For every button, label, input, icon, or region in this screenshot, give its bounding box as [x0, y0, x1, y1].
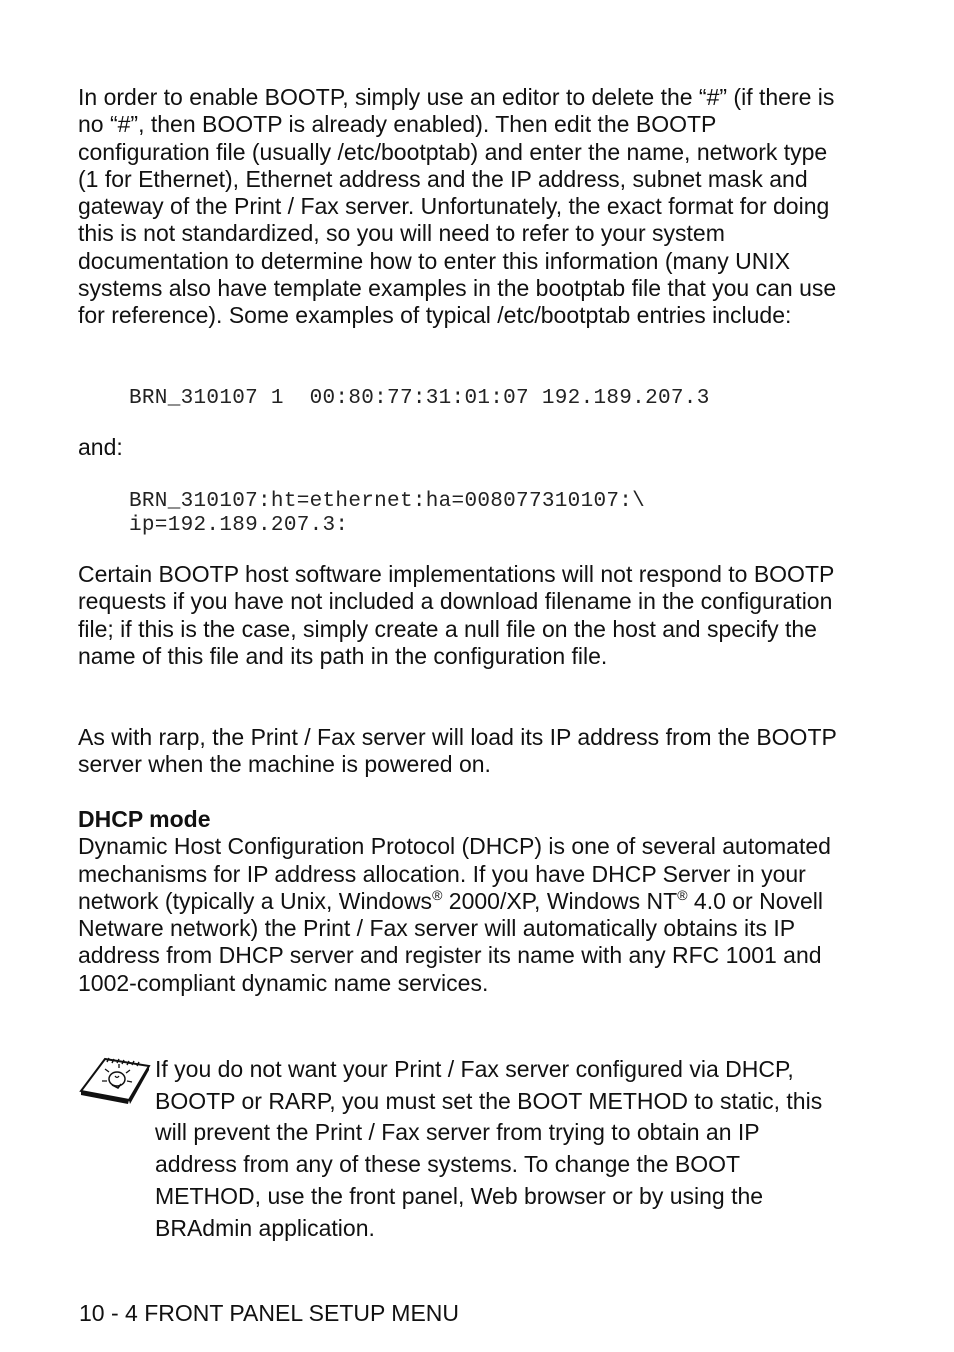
intro-paragraph: In order to enable BOOTP, simply use an editor to delete the “#” (if there is no “#”, then BOOTP is already enabled). Then edit the BOOTP configuration file (usually /etc/bootptab) and enter the name, network type (1 for Ethernet), Ethernet address and the IP address, subnet mask and gateway of the Print / Fax server. Unfortunately, the exact format for doing this is not standardized, so you will need to refer to your system documentation to determine how to enter this information (many UNIX systems also have template examples in the bootptab file that you can use for reference). Some examples of typical /etc/bootptab entries include:	[78, 84, 837, 329]
rarp-paragraph: As with rarp, the Print / Fax server will load its IP address from the BOOTP server when the machine is powered on.	[78, 724, 837, 778]
registered-mark: ®	[677, 886, 688, 903]
note-text: If you do not want your Print / Fax server configured via DHCP, BOOTP or RARP, you must set the BOOT METHOD to static, this will prevent the Print / Fax server from trying to obtain an IP address from any of these systems. To change the BOOT METHOD, use the front panel, Web browser or by using the BRAdmin application.	[155, 1056, 823, 1241]
note-pad-icon	[79, 1056, 151, 1106]
dhcp-text-1: Dynamic Host Configuration Protocol (DHCP) is one of several automated mechanisms for IP address allocation. If you have DHCP Server in your network (typically a Unix, Windows	[78, 833, 831, 914]
and-label: and:	[78, 434, 123, 460]
dhcp-heading: DHCP mode	[78, 806, 211, 832]
page-footer: 10 - 4 FRONT PANEL SETUP MENU	[79, 1300, 460, 1326]
dhcp-section	[78, 806, 838, 997]
dhcp-text-2: 2000/XP, Windows NT	[442, 887, 678, 914]
bootptab-example-1: BRN_310107 1 00:80:77:31:01:07 192.189.207.3	[129, 387, 710, 410]
registered-mark: ®	[432, 886, 443, 903]
dhcp-text-3: 4.0 or Novell Netware network) the Print / Fax server will automatically obtains its IP address from DHCP server and register its name with any RFC 1001 and 1002-compliant dynamic name services.	[78, 887, 824, 996]
bootptab-example-2-line-2: ip=192.189.207.3:	[129, 514, 349, 537]
bootp-host-software-paragraph: Certain BOOTP host software implementations will not respond to BOOTP requests if you have not included a download filename in the configuration file; if this is the case, simply create a null file on the host and specify the name of this file and its path in the configuration file.	[78, 561, 834, 669]
bootptab-example-2-line-1: BRN_310107:ht=ethernet:ha=008077310107:\	[129, 490, 646, 513]
